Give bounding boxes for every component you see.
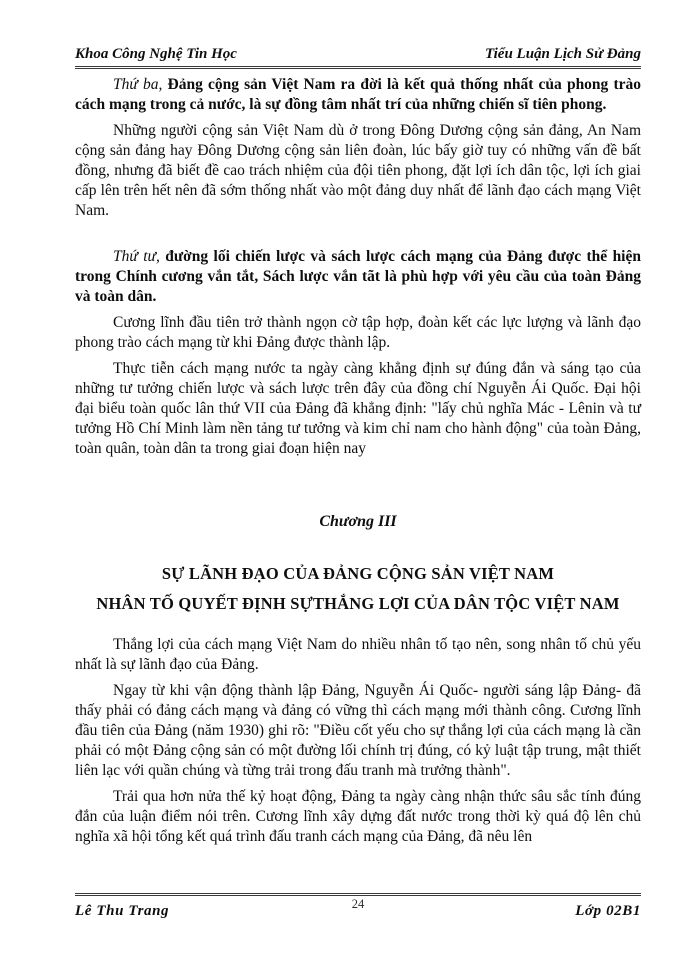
paragraph-text: Cương lĩnh đầu tiên trở thành ngọn cờ tập hợp, đoàn kết các lực lượng và lãnh đạo phong trào cách mạng từ khi Đảng được thành lập. — [75, 314, 641, 351]
paragraph-text: Đảng cộng sản Việt Nam ra đời là kết quả thống nhất của phong trào cách mạng trong cả nước, là sự đồng tâm nhất trí của những chiến sĩ tiên phong. — [75, 76, 642, 113]
paragraph-text: Những người cộng sản Việt Nam dù ở trong Đông Dương cộng sản đảng, An Nam cộng sản đảng hay Đông Dương cộng sản liên đoàn, lúc bấy giờ tuy có những vấn đề bất đồng, nhưng đã biết đề cao trách nhiệm của đội tiên phong, đặt lợi ích dân tộc, lợi ích giai cấp lên trên hết nên đã sớm thống nhất vào một đảng duy nhất để lãnh đạo cách mạng Việt Nam. — [75, 122, 641, 219]
chapter-title-line2: NHÂN TỐ QUYẾT ĐỊNH SỰTHẮNG LỢI CỦA DÂN TỘC VIỆT NAM — [96, 594, 620, 613]
paragraph-thu-ba — [75, 75, 641, 115]
chapter-title-line1: SỰ LÃNH ĐẠO CỦA ĐẢNG CỘNG SẢN VIỆT NAM — [161, 564, 555, 583]
chapter-label: Chương III — [319, 513, 397, 530]
paragraph-text: đường lối chiến lược và sách lược cách mạng của Đảng được thể hiện trong Chính cương vắn tắt, Sách lược vắn tãt là phù hợp với yêu cầu của toàn Đảng và toàn dân. — [75, 248, 641, 305]
paragraph — [75, 787, 641, 847]
paragraph — [75, 359, 641, 459]
paragraph-text: Ngay từ khi vận động thành lập Đảng, Nguyễn Ái Quốc- người sáng lập Đảng- đã thấy phải có đảng cách mạng và đảng có vững thì cách mạng mới thành công. Cương lĩnh đầu tiên của Đảng (năm 1930) ghi rõ: "Điều cốt yếu cho sự thắng lợi của cách mạng là cần phải có một Đảng cộng sản có một đường lối chính trị đúng, có kỷ luật tập trung, mật thiết liên lạc với quần chúng và từng trải trong đấu tranh mà trưởng thành". — [75, 682, 641, 779]
header-right-title: Tiểu Luận Lịch Sử Đảng — [485, 46, 641, 62]
paragraph — [75, 313, 641, 353]
footer-author: Lê Thu Trang — [75, 903, 170, 919]
paragraph-text: Trải qua hơn nửa thế kỷ hoạt động, Đảng ta ngày càng nhận thức sâu sắc tính đúng đắn của luận điểm nói trên. Cương lĩnh xây dựng đất nước trong thời kỳ quá độ lên chủ nghĩa xã hội tổng kết quá trình đấu tranh cách mạng của Đảng, đã nêu lên — [75, 788, 641, 845]
paragraph-thu-tu — [75, 247, 641, 307]
paragraph — [75, 635, 641, 675]
paragraph-text: Thắng lợi của cách mạng Việt Nam do nhiều nhân tố tạo nên, song nhân tố chủ yếu nhất là sự lãnh đạo của Đảng. — [75, 636, 641, 673]
footer-class: Lớp 02B1 — [575, 903, 641, 919]
paragraph-text: Thực tiễn cách mạng nước ta ngày càng khẳng định sự đúng đắn và sáng tạo của những tư tưởng chiến lược và sách lược trên đây của đồng chí Nguyễn Ái Quốc. Đại hội đại biểu toàn quốc lân thứ VII của Đảng đã khẳng định: "lấy chủ nghĩa Mác - Lênin và tư tưởng Hồ Chí Minh làm nền tảng tư tưởng và kim chỉ nam cho hành động" của toàn Đảng, toàn quân, toàn dân ta trong giai đoạn hiện nay — [75, 360, 641, 457]
page-footer — [75, 893, 641, 920]
page-number: 24 — [351, 897, 365, 911]
paragraph-lead: Thứ tư, — [113, 248, 160, 265]
paragraph-lead: Thứ ba, — [113, 76, 163, 93]
paragraph — [75, 121, 641, 221]
header-left-title: Khoa Công Nghệ Tin Học — [75, 46, 237, 62]
page-content — [75, 0, 641, 847]
page-header — [75, 46, 641, 69]
paragraph — [75, 681, 641, 781]
